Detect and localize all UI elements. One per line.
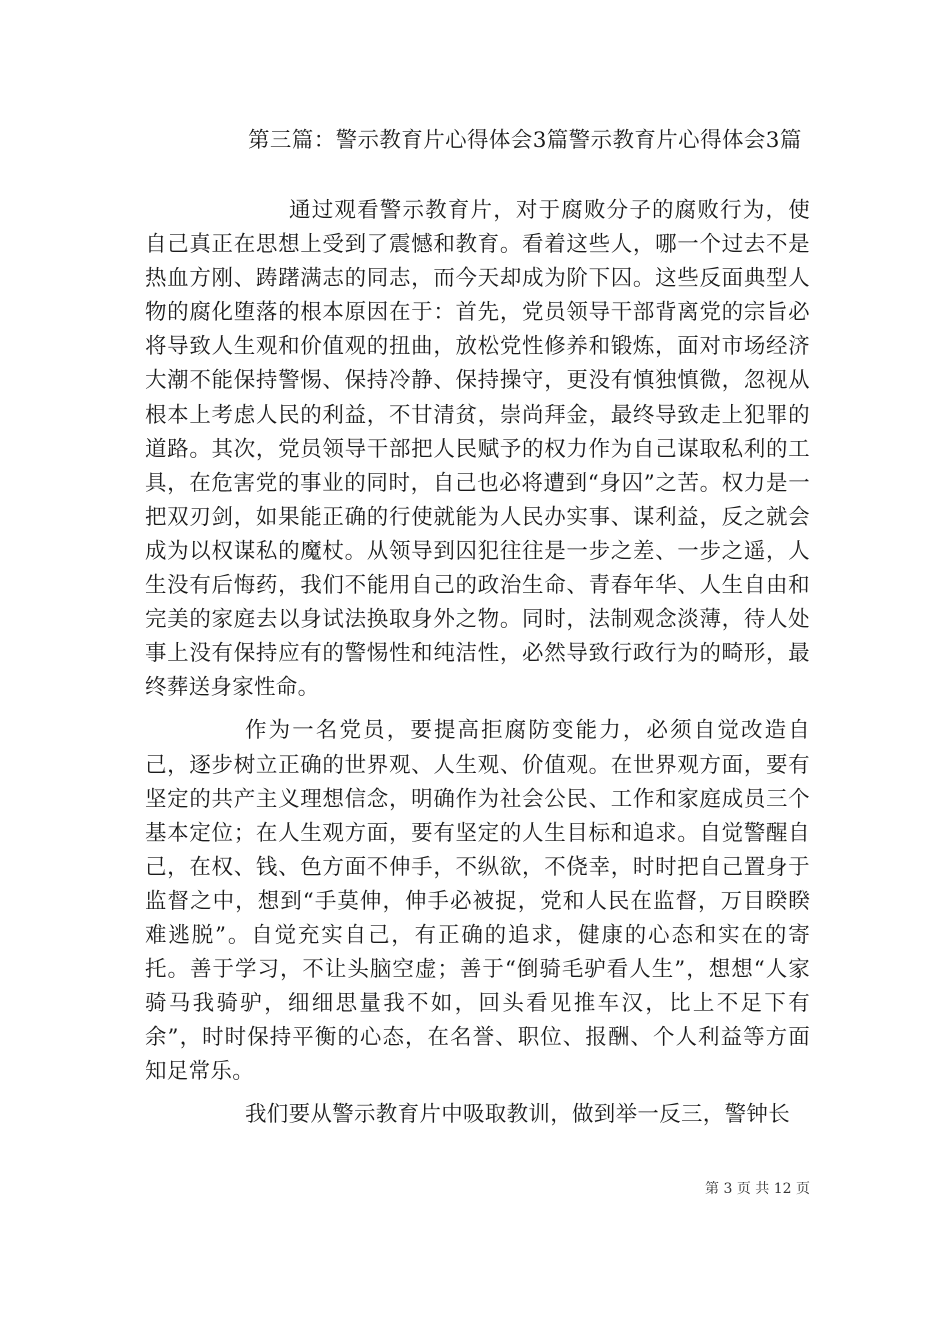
paragraph-1: 通过观看警示教育片，对于腐败分子的腐败行为，使自己真正在思想上受到了震憾和教育。看着这些人，哪一个过去不是热血方刚、踌躇满志的同志，而今天却成为阶下囚。这些反面典型人物的腐化堕落的根本原因在于：首先，党员领导干部背离党的宗旨必将导致人生观和价值观的扭曲，放松党性修养和锻炼，面对市场经济大潮不能保持警惕、保持冷静、保持操守，更没有慎独慎微，忽视从根本上考虑人民的利益，不甘清贫，崇尚拜金，最终导致走上犯罪的道路。其次，党员领导干部把人民赋予的权力作为自己谋取私利的工具，在危害党的事业的同时，自己也必将遭到“身囚”之苦。权力是一把双刃剑，如果能正确的行使就能为人民办实事、谋利益，反之就会成为以权谋私的魔杖。从领导到囚犯往往是一步之差、一步之遥，人生没有后悔药，我们不能用自己的政治生命、青春年华、人生自由和完美的家庭去以身试法换取身外之物。同时，法制观念淡薄，待人处事上没有保持应有的警惕性和纯洁性，必然导致行政行为的畸形，最终葬送身家性命。 [145,198,810,701]
paragraph-2: 作为一名党员，要提高拒腐防变能力，必须自觉改造自己，逐步树立正确的世界观、人生观、价值观。在世界观方面，要有坚定的共产主义理想信念，明确作为社会公民、工作和家庭成员三个基本定位；在人生观方面，要有坚定的人生目标和追求。自觉警醒自己，在权、钱、色方面不伸手，不纵欲，不侥幸，时时把自己置身于监督之中，想到“手莫伸，伸手必被捉，党和人民在监督，万目睽睽难逃脱”。自觉充实自己，有正确的追求，健康的心态和实在的寄托。善于学习，不让头脑空虚；善于“倒骑毛驴看人生”，想想“人家骑马我骑驴，细细思量我不如，回头看见推车汉，比上不足下有余”，时时保持平衡的心态，在名誉、职位、报酬、个人利益等方面知足常乐。 [145,718,810,1085]
document-title: 第三篇：警示教育片心得体会3篇警示教育片心得体会3篇 [248,128,802,153]
page-number-footer: 第 3 页 共 12 页 [705,1181,810,1197]
document-body [145,194,810,1133]
paragraph-3: 我们要从警示教育片中吸取教训，做到举一反三，警钟长 [245,1102,791,1128]
